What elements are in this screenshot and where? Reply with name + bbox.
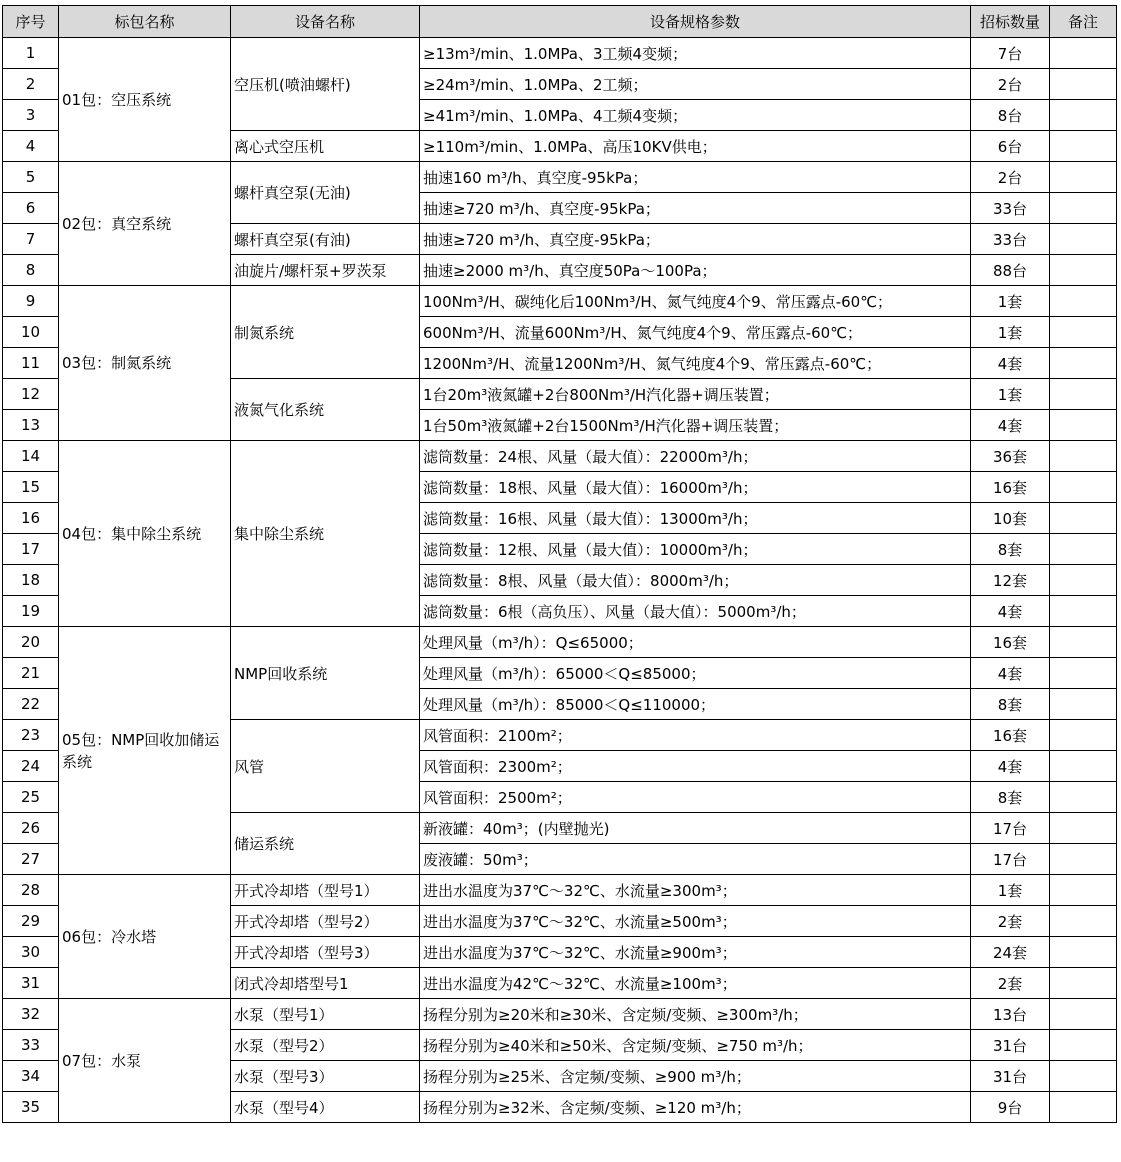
quantity-cell: 2台: [971, 162, 1050, 193]
quantity-cell: 12套: [971, 565, 1050, 596]
spec-cell: ≥24m³/min、1.0MPa、2工频；: [420, 69, 971, 100]
package-name: 07包：水泵: [59, 999, 231, 1123]
quantity-cell: 7台: [971, 38, 1050, 69]
table-row: [3, 286, 1117, 317]
quantity-cell: 33台: [971, 224, 1050, 255]
remarks-cell: [1050, 875, 1117, 906]
spec-cell: 滤筒数量：6根（高负压）、风量（最大值）：5000m³/h；: [420, 596, 971, 627]
spec-cell: 进出水温度为42℃～32℃、水流量≥100m³；: [420, 968, 971, 999]
equipment-name: 闭式冷却塔型号1: [231, 968, 420, 999]
spec-cell: 处理风量（m³/h）：65000＜Q≤85000；: [420, 658, 971, 689]
spec-cell: ≥110m³/min、1.0MPa、高压10KV供电；: [420, 131, 971, 162]
equipment-name: 水泵（型号2）: [231, 1030, 420, 1061]
quantity-cell: 10套: [971, 503, 1050, 534]
remarks-cell: [1050, 968, 1117, 999]
document-page: [2, 5, 1117, 1123]
equipment-name: NMP回收系统: [231, 627, 420, 720]
package-name: 04包：集中除尘系统: [59, 441, 231, 627]
equipment-name: 水泵（型号4）: [231, 1092, 420, 1123]
equipment-name: 制氮系统: [231, 286, 420, 379]
quantity-cell: 24套: [971, 937, 1050, 968]
remarks-cell: [1050, 193, 1117, 224]
spec-cell: 1台50m³液氮罐+2台1500Nm³/H汽化器+调压装置；: [420, 410, 971, 441]
remarks-cell: [1050, 813, 1117, 844]
header-spec: 设备规格参数: [420, 6, 971, 38]
quantity-cell: 88台: [971, 255, 1050, 286]
equipment-name: 开式冷却塔（型号3）: [231, 937, 420, 968]
remarks-cell: [1050, 162, 1117, 193]
spec-cell: 抽速160 m³/h、真空度-95kPa；: [420, 162, 971, 193]
remarks-cell: [1050, 937, 1117, 968]
package-name: 03包：制氮系统: [59, 286, 231, 441]
table-row: [3, 38, 1117, 69]
row-number: 10: [3, 317, 59, 348]
spec-cell: 处理风量（m³/h）：85000＜Q≤110000；: [420, 689, 971, 720]
row-number: 12: [3, 379, 59, 410]
row-number: 21: [3, 658, 59, 689]
remarks-cell: [1050, 906, 1117, 937]
equipment-name: 液氮气化系统: [231, 379, 420, 441]
remarks-cell: [1050, 441, 1117, 472]
remarks-cell: [1050, 534, 1117, 565]
spec-cell: 废液罐：50m³；: [420, 844, 971, 875]
row-number: 22: [3, 689, 59, 720]
row-number: 23: [3, 720, 59, 751]
remarks-cell: [1050, 689, 1117, 720]
remarks-cell: [1050, 38, 1117, 69]
spec-cell: 进出水温度为37℃～32℃、水流量≥300m³；: [420, 875, 971, 906]
table-header-row: [3, 6, 1117, 38]
remarks-cell: [1050, 317, 1117, 348]
header-no: 序号: [3, 6, 59, 38]
row-number: 25: [3, 782, 59, 813]
equipment-name: 螺杆真空泵(无油): [231, 162, 420, 224]
spec-cell: 1200Nm³/H、流量1200Nm³/H、氮气纯度4个9、常压露点-60℃；: [420, 348, 971, 379]
remarks-cell: [1050, 999, 1117, 1030]
table-row: [3, 627, 1117, 658]
spec-cell: 扬程分别为≥32米、含定频/变频、≥120 m³/h；: [420, 1092, 971, 1123]
spec-cell: 进出水温度为37℃～32℃、水流量≥500m³；: [420, 906, 971, 937]
package-name: 05包：NMP回收加储运系统: [59, 627, 231, 875]
spec-cell: 600Nm³/H、流量600Nm³/H、氮气纯度4个9、常压露点-60℃；: [420, 317, 971, 348]
spec-cell: 抽速≥720 m³/h、真空度-95kPa；: [420, 193, 971, 224]
remarks-cell: [1050, 565, 1117, 596]
remarks-cell: [1050, 100, 1117, 131]
spec-cell: ≥41m³/min、1.0MPa、4工频4变频；: [420, 100, 971, 131]
row-number: 35: [3, 1092, 59, 1123]
spec-cell: ≥13m³/min、1.0MPa、3工频4变频；: [420, 38, 971, 69]
row-number: 2: [3, 69, 59, 100]
remarks-cell: [1050, 844, 1117, 875]
remarks-cell: [1050, 751, 1117, 782]
quantity-cell: 36套: [971, 441, 1050, 472]
quantity-cell: 31台: [971, 1061, 1050, 1092]
quantity-cell: 1套: [971, 875, 1050, 906]
spec-cell: 滤筒数量：16根、风量（最大值）：13000m³/h；: [420, 503, 971, 534]
quantity-cell: 6台: [971, 131, 1050, 162]
remarks-cell: [1050, 627, 1117, 658]
row-number: 15: [3, 472, 59, 503]
quantity-cell: 4套: [971, 348, 1050, 379]
equipment-name: 开式冷却塔（型号2）: [231, 906, 420, 937]
table-row: [3, 441, 1117, 472]
row-number: 4: [3, 131, 59, 162]
row-number: 31: [3, 968, 59, 999]
quantity-cell: 2套: [971, 968, 1050, 999]
quantity-cell: 8台: [971, 100, 1050, 131]
spec-cell: 扬程分别为≥20米和≥30米、含定频/变频、≥300m³/h；: [420, 999, 971, 1030]
spec-cell: 滤筒数量：8根、风量（最大值）：8000m³/h；: [420, 565, 971, 596]
quantity-cell: 31台: [971, 1030, 1050, 1061]
quantity-cell: 2套: [971, 906, 1050, 937]
quantity-cell: 4套: [971, 751, 1050, 782]
row-number: 11: [3, 348, 59, 379]
spec-cell: 扬程分别为≥40米和≥50米、含定频/变频、≥750 m³/h；: [420, 1030, 971, 1061]
package-name: 02包：真空系统: [59, 162, 231, 286]
table-row: [3, 162, 1117, 193]
equipment-name: 油旋片/螺杆泵+罗茨泵: [231, 255, 420, 286]
row-number: 13: [3, 410, 59, 441]
remarks-cell: [1050, 1092, 1117, 1123]
package-name: 06包：冷水塔: [59, 875, 231, 999]
quantity-cell: 9台: [971, 1092, 1050, 1123]
header-package: 标包名称: [59, 6, 231, 38]
header-remarks: 备注: [1050, 6, 1117, 38]
quantity-cell: 2台: [971, 69, 1050, 100]
row-number: 20: [3, 627, 59, 658]
row-number: 9: [3, 286, 59, 317]
remarks-cell: [1050, 348, 1117, 379]
remarks-cell: [1050, 69, 1117, 100]
remarks-cell: [1050, 782, 1117, 813]
spec-cell: 扬程分别为≥25米、含定频/变频、≥900 m³/h；: [420, 1061, 971, 1092]
equipment-name: 空压机(喷油螺杆): [231, 38, 420, 131]
tender-table: [2, 5, 1117, 1123]
remarks-cell: [1050, 596, 1117, 627]
quantity-cell: 17台: [971, 813, 1050, 844]
spec-cell: 处理风量（m³/h）：Q≤65000；: [420, 627, 971, 658]
row-number: 1: [3, 38, 59, 69]
row-number: 27: [3, 844, 59, 875]
equipment-name: 离心式空压机: [231, 131, 420, 162]
spec-cell: 滤筒数量：18根、风量（最大值）：16000m³/h；: [420, 472, 971, 503]
equipment-name: 风管: [231, 720, 420, 813]
row-number: 33: [3, 1030, 59, 1061]
quantity-cell: 16套: [971, 720, 1050, 751]
equipment-name: 螺杆真空泵(有油): [231, 224, 420, 255]
row-number: 6: [3, 193, 59, 224]
spec-cell: 滤筒数量：24根、风量（最大值）：22000m³/h；: [420, 441, 971, 472]
quantity-cell: 1套: [971, 317, 1050, 348]
spec-cell: 1台20m³液氮罐+2台800Nm³/H汽化器+调压装置；: [420, 379, 971, 410]
quantity-cell: 16套: [971, 627, 1050, 658]
quantity-cell: 8套: [971, 782, 1050, 813]
remarks-cell: [1050, 1030, 1117, 1061]
equipment-name: 水泵（型号1）: [231, 999, 420, 1030]
row-number: 34: [3, 1061, 59, 1092]
table-body: [3, 38, 1117, 1123]
row-number: 8: [3, 255, 59, 286]
remarks-cell: [1050, 503, 1117, 534]
row-number: 3: [3, 100, 59, 131]
quantity-cell: 4套: [971, 410, 1050, 441]
row-number: 30: [3, 937, 59, 968]
package-name: 01包：空压系统: [59, 38, 231, 162]
remarks-cell: [1050, 131, 1117, 162]
remarks-cell: [1050, 255, 1117, 286]
spec-cell: 进出水温度为37℃～32℃、水流量≥900m³；: [420, 937, 971, 968]
row-number: 18: [3, 565, 59, 596]
table-row: [3, 875, 1117, 906]
table-row: [3, 999, 1117, 1030]
quantity-cell: 33台: [971, 193, 1050, 224]
spec-cell: 新液罐：40m³；(内壁抛光): [420, 813, 971, 844]
row-number: 16: [3, 503, 59, 534]
row-number: 28: [3, 875, 59, 906]
remarks-cell: [1050, 472, 1117, 503]
remarks-cell: [1050, 1061, 1117, 1092]
row-number: 32: [3, 999, 59, 1030]
quantity-cell: 4套: [971, 596, 1050, 627]
row-number: 26: [3, 813, 59, 844]
quantity-cell: 13台: [971, 999, 1050, 1030]
remarks-cell: [1050, 224, 1117, 255]
row-number: 19: [3, 596, 59, 627]
remarks-cell: [1050, 410, 1117, 441]
header-equipment: 设备名称: [231, 6, 420, 38]
remarks-cell: [1050, 379, 1117, 410]
spec-cell: 风管面积：2300m²；: [420, 751, 971, 782]
remarks-cell: [1050, 286, 1117, 317]
row-number: 17: [3, 534, 59, 565]
quantity-cell: 17台: [971, 844, 1050, 875]
remarks-cell: [1050, 658, 1117, 689]
quantity-cell: 8套: [971, 689, 1050, 720]
row-number: 24: [3, 751, 59, 782]
equipment-name: 集中除尘系统: [231, 441, 420, 627]
row-number: 14: [3, 441, 59, 472]
quantity-cell: 1套: [971, 286, 1050, 317]
quantity-cell: 8套: [971, 534, 1050, 565]
row-number: 5: [3, 162, 59, 193]
row-number: 29: [3, 906, 59, 937]
remarks-cell: [1050, 720, 1117, 751]
quantity-cell: 4套: [971, 658, 1050, 689]
quantity-cell: 16套: [971, 472, 1050, 503]
spec-cell: 滤筒数量：12根、风量（最大值）：10000m³/h；: [420, 534, 971, 565]
header-quantity: 招标数量: [971, 6, 1050, 38]
spec-cell: 风管面积：2500m²；: [420, 782, 971, 813]
equipment-name: 开式冷却塔（型号1）: [231, 875, 420, 906]
row-number: 7: [3, 224, 59, 255]
equipment-name: 储运系统: [231, 813, 420, 875]
spec-cell: 100Nm³/H、碳纯化后100Nm³/H、氮气纯度4个9、常压露点-60℃；: [420, 286, 971, 317]
quantity-cell: 1套: [971, 379, 1050, 410]
spec-cell: 抽速≥720 m³/h、真空度-95kPa；: [420, 224, 971, 255]
spec-cell: 抽速≥2000 m³/h、真空度50Pa～100Pa；: [420, 255, 971, 286]
equipment-name: 水泵（型号3）: [231, 1061, 420, 1092]
spec-cell: 风管面积：2100m²；: [420, 720, 971, 751]
